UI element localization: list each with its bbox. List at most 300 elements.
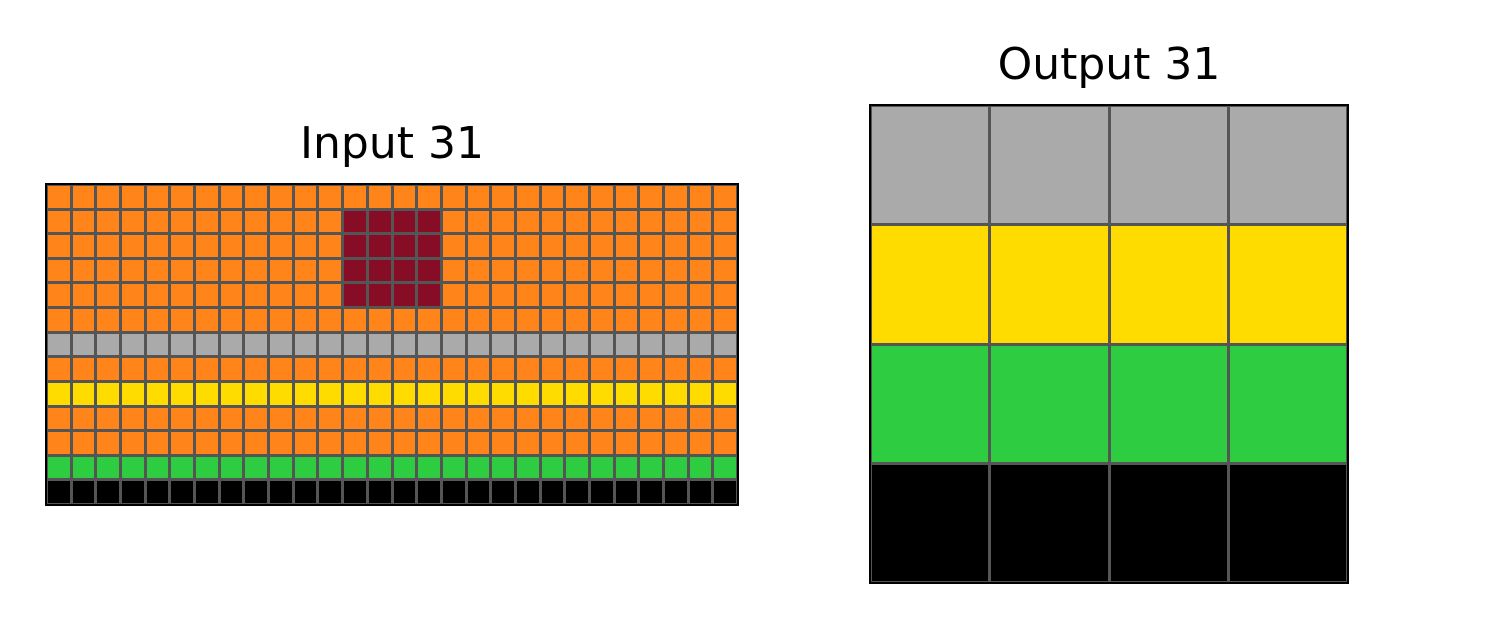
input-cell-4-13: [369, 284, 391, 306]
input-cell-5-9: [270, 309, 292, 331]
input-cell-10-3: [122, 432, 144, 454]
input-cell-4-1: [73, 284, 95, 306]
input-cell-3-15: [418, 260, 440, 282]
input-cell-6-22: [591, 334, 613, 356]
input-cell-2-10: [295, 235, 317, 257]
input-cell-5-17: [468, 309, 490, 331]
input-cell-7-5: [171, 358, 193, 380]
input-cell-12-2: [97, 481, 119, 503]
input-cell-9-14: [394, 408, 416, 430]
input-cell-1-1: [73, 211, 95, 233]
input-cell-10-12: [344, 432, 366, 454]
input-cell-4-3: [122, 284, 144, 306]
input-cell-3-12: [344, 260, 366, 282]
input-cell-0-22: [591, 186, 613, 208]
input-cell-10-21: [566, 432, 588, 454]
input-cell-4-27: [714, 284, 736, 306]
input-cell-1-14: [394, 211, 416, 233]
output-cell-0-3: [1230, 107, 1346, 223]
output-cell-3-1: [991, 465, 1107, 581]
input-cell-0-17: [468, 186, 490, 208]
input-cell-5-2: [97, 309, 119, 331]
input-cell-9-12: [344, 408, 366, 430]
input-cell-5-16: [443, 309, 465, 331]
input-cell-4-21: [566, 284, 588, 306]
input-cell-11-0: [48, 457, 70, 479]
input-cell-10-18: [492, 432, 514, 454]
input-cell-6-10: [295, 334, 317, 356]
input-cell-3-4: [147, 260, 169, 282]
input-cell-6-11: [319, 334, 341, 356]
input-cell-6-13: [369, 334, 391, 356]
input-cell-2-15: [418, 235, 440, 257]
input-cell-9-23: [616, 408, 638, 430]
input-cell-3-17: [468, 260, 490, 282]
input-cell-1-18: [492, 211, 514, 233]
input-cell-7-13: [369, 358, 391, 380]
input-cell-5-15: [418, 309, 440, 331]
output-cell-3-0: [872, 465, 988, 581]
input-cell-9-5: [171, 408, 193, 430]
input-cell-2-16: [443, 235, 465, 257]
input-cell-11-8: [245, 457, 267, 479]
input-cell-9-6: [196, 408, 218, 430]
input-cell-1-12: [344, 211, 366, 233]
input-cell-4-9: [270, 284, 292, 306]
input-cell-3-9: [270, 260, 292, 282]
input-cell-11-6: [196, 457, 218, 479]
input-cell-5-3: [122, 309, 144, 331]
input-cell-5-12: [344, 309, 366, 331]
input-cell-9-13: [369, 408, 391, 430]
input-cell-10-16: [443, 432, 465, 454]
output-cell-1-0: [872, 226, 988, 342]
input-cell-12-7: [221, 481, 243, 503]
input-cell-8-23: [616, 383, 638, 405]
input-cell-7-4: [147, 358, 169, 380]
input-cell-3-27: [714, 260, 736, 282]
input-cell-10-10: [295, 432, 317, 454]
input-cell-11-11: [319, 457, 341, 479]
input-cell-12-18: [492, 481, 514, 503]
input-cell-12-25: [665, 481, 687, 503]
input-cell-3-21: [566, 260, 588, 282]
input-cell-4-11: [319, 284, 341, 306]
input-cell-11-20: [542, 457, 564, 479]
input-cell-0-11: [319, 186, 341, 208]
input-title: Input 31: [300, 118, 484, 169]
input-cell-1-3: [122, 211, 144, 233]
input-cell-11-5: [171, 457, 193, 479]
input-cell-10-17: [468, 432, 490, 454]
input-cell-4-20: [542, 284, 564, 306]
input-cell-10-11: [319, 432, 341, 454]
input-cell-9-26: [690, 408, 712, 430]
input-cell-4-6: [196, 284, 218, 306]
input-cell-9-19: [517, 408, 539, 430]
input-cell-3-25: [665, 260, 687, 282]
input-cell-2-5: [171, 235, 193, 257]
input-cell-7-8: [245, 358, 267, 380]
input-cell-7-24: [640, 358, 662, 380]
input-cell-0-14: [394, 186, 416, 208]
input-cell-9-18: [492, 408, 514, 430]
input-cell-0-5: [171, 186, 193, 208]
input-cell-2-11: [319, 235, 341, 257]
input-cell-2-22: [591, 235, 613, 257]
input-cell-9-20: [542, 408, 564, 430]
input-cell-0-21: [566, 186, 588, 208]
input-cell-4-2: [97, 284, 119, 306]
input-cell-2-6: [196, 235, 218, 257]
input-cell-8-2: [97, 383, 119, 405]
input-cell-11-10: [295, 457, 317, 479]
input-cell-5-21: [566, 309, 588, 331]
input-cell-1-17: [468, 211, 490, 233]
input-cell-5-1: [73, 309, 95, 331]
input-cell-0-0: [48, 186, 70, 208]
input-cell-2-8: [245, 235, 267, 257]
input-cell-0-23: [616, 186, 638, 208]
input-cell-10-24: [640, 432, 662, 454]
input-cell-12-8: [245, 481, 267, 503]
input-cell-0-13: [369, 186, 391, 208]
input-cell-12-11: [319, 481, 341, 503]
input-cell-10-2: [97, 432, 119, 454]
input-cell-6-14: [394, 334, 416, 356]
input-cell-7-3: [122, 358, 144, 380]
input-cell-10-23: [616, 432, 638, 454]
input-cell-2-0: [48, 235, 70, 257]
input-cell-3-7: [221, 260, 243, 282]
input-cell-8-21: [566, 383, 588, 405]
input-cell-11-17: [468, 457, 490, 479]
input-cell-12-9: [270, 481, 292, 503]
input-cell-1-0: [48, 211, 70, 233]
input-cell-0-24: [640, 186, 662, 208]
input-cell-11-14: [394, 457, 416, 479]
input-cell-2-12: [344, 235, 366, 257]
input-cell-1-5: [171, 211, 193, 233]
input-cell-6-5: [171, 334, 193, 356]
input-cell-1-6: [196, 211, 218, 233]
input-cell-3-11: [319, 260, 341, 282]
input-cell-2-2: [97, 235, 119, 257]
input-cell-1-4: [147, 211, 169, 233]
input-cell-3-5: [171, 260, 193, 282]
input-cell-1-26: [690, 211, 712, 233]
output-cell-2-2: [1111, 346, 1227, 462]
input-cell-10-15: [418, 432, 440, 454]
input-cell-5-24: [640, 309, 662, 331]
input-cell-12-19: [517, 481, 539, 503]
input-cell-4-12: [344, 284, 366, 306]
input-cell-11-26: [690, 457, 712, 479]
input-cell-5-27: [714, 309, 736, 331]
input-cell-6-15: [418, 334, 440, 356]
input-cell-2-18: [492, 235, 514, 257]
input-cell-4-24: [640, 284, 662, 306]
input-cell-7-27: [714, 358, 736, 380]
input-cell-2-19: [517, 235, 539, 257]
input-cell-12-4: [147, 481, 169, 503]
input-cell-8-13: [369, 383, 391, 405]
input-cell-1-21: [566, 211, 588, 233]
input-cell-6-19: [517, 334, 539, 356]
input-cell-2-7: [221, 235, 243, 257]
input-cell-10-22: [591, 432, 613, 454]
input-cell-6-7: [221, 334, 243, 356]
input-cell-12-13: [369, 481, 391, 503]
output-title: Output 31: [997, 39, 1221, 90]
input-cell-8-7: [221, 383, 243, 405]
input-cell-7-16: [443, 358, 465, 380]
input-cell-12-16: [443, 481, 465, 503]
input-cell-9-11: [319, 408, 341, 430]
input-cell-11-23: [616, 457, 638, 479]
input-cell-6-8: [245, 334, 267, 356]
input-cell-3-6: [196, 260, 218, 282]
input-cell-1-7: [221, 211, 243, 233]
input-cell-6-18: [492, 334, 514, 356]
input-cell-10-8: [245, 432, 267, 454]
input-cell-0-18: [492, 186, 514, 208]
input-cell-2-3: [122, 235, 144, 257]
input-cell-4-19: [517, 284, 539, 306]
input-cell-4-8: [245, 284, 267, 306]
input-cell-6-20: [542, 334, 564, 356]
input-cell-12-21: [566, 481, 588, 503]
input-cell-3-3: [122, 260, 144, 282]
input-cell-8-15: [418, 383, 440, 405]
input-cell-8-26: [690, 383, 712, 405]
input-cell-10-27: [714, 432, 736, 454]
input-cell-7-2: [97, 358, 119, 380]
input-cell-9-3: [122, 408, 144, 430]
input-cell-8-19: [517, 383, 539, 405]
input-cell-7-7: [221, 358, 243, 380]
input-cell-10-0: [48, 432, 70, 454]
input-cell-4-16: [443, 284, 465, 306]
input-cell-12-15: [418, 481, 440, 503]
input-cell-7-23: [616, 358, 638, 380]
input-cell-2-14: [394, 235, 416, 257]
input-cell-9-22: [591, 408, 613, 430]
input-cell-11-15: [418, 457, 440, 479]
input-cell-4-25: [665, 284, 687, 306]
input-cell-7-22: [591, 358, 613, 380]
input-cell-11-13: [369, 457, 391, 479]
input-cell-0-12: [344, 186, 366, 208]
input-cell-7-10: [295, 358, 317, 380]
input-cell-7-19: [517, 358, 539, 380]
input-cell-12-1: [73, 481, 95, 503]
input-cell-11-16: [443, 457, 465, 479]
output-cell-0-1: [991, 107, 1107, 223]
input-cell-3-22: [591, 260, 613, 282]
input-cell-5-7: [221, 309, 243, 331]
input-cell-0-6: [196, 186, 218, 208]
input-grid: [45, 183, 739, 506]
input-cell-7-21: [566, 358, 588, 380]
input-cell-4-18: [492, 284, 514, 306]
input-cell-12-12: [344, 481, 366, 503]
input-cell-12-10: [295, 481, 317, 503]
input-cell-12-5: [171, 481, 193, 503]
input-cell-6-23: [616, 334, 638, 356]
input-cell-11-22: [591, 457, 613, 479]
input-cell-0-26: [690, 186, 712, 208]
input-cell-0-20: [542, 186, 564, 208]
input-cell-5-23: [616, 309, 638, 331]
input-cell-5-5: [171, 309, 193, 331]
input-cell-8-4: [147, 383, 169, 405]
output-grid: [869, 104, 1349, 584]
input-cell-1-25: [665, 211, 687, 233]
input-cell-6-4: [147, 334, 169, 356]
input-cell-0-27: [714, 186, 736, 208]
input-cell-4-14: [394, 284, 416, 306]
input-cell-6-6: [196, 334, 218, 356]
input-cell-8-17: [468, 383, 490, 405]
output-cell-2-3: [1230, 346, 1346, 462]
input-cell-11-24: [640, 457, 662, 479]
input-cell-6-1: [73, 334, 95, 356]
input-cell-2-13: [369, 235, 391, 257]
input-cell-1-23: [616, 211, 638, 233]
input-cell-11-7: [221, 457, 243, 479]
input-cell-4-17: [468, 284, 490, 306]
input-cell-8-16: [443, 383, 465, 405]
input-cell-0-25: [665, 186, 687, 208]
output-cell-1-3: [1230, 226, 1346, 342]
input-cell-9-9: [270, 408, 292, 430]
input-cell-2-24: [640, 235, 662, 257]
input-cell-10-13: [369, 432, 391, 454]
input-cell-3-1: [73, 260, 95, 282]
input-cell-9-15: [418, 408, 440, 430]
input-cell-0-2: [97, 186, 119, 208]
input-cell-12-3: [122, 481, 144, 503]
input-cell-8-8: [245, 383, 267, 405]
input-cell-12-0: [48, 481, 70, 503]
input-cell-1-15: [418, 211, 440, 233]
input-cell-9-10: [295, 408, 317, 430]
input-cell-12-26: [690, 481, 712, 503]
input-cell-11-3: [122, 457, 144, 479]
input-cell-9-0: [48, 408, 70, 430]
output-cell-1-2: [1111, 226, 1227, 342]
input-cell-7-17: [468, 358, 490, 380]
input-cell-11-12: [344, 457, 366, 479]
input-cell-4-15: [418, 284, 440, 306]
input-cell-1-20: [542, 211, 564, 233]
input-cell-12-20: [542, 481, 564, 503]
input-cell-10-6: [196, 432, 218, 454]
input-cell-3-18: [492, 260, 514, 282]
input-cell-6-21: [566, 334, 588, 356]
input-cell-5-22: [591, 309, 613, 331]
input-cell-10-14: [394, 432, 416, 454]
input-cell-4-22: [591, 284, 613, 306]
input-cell-3-2: [97, 260, 119, 282]
input-cell-3-14: [394, 260, 416, 282]
input-cell-6-12: [344, 334, 366, 356]
input-cell-10-26: [690, 432, 712, 454]
input-cell-5-19: [517, 309, 539, 331]
input-cell-0-1: [73, 186, 95, 208]
input-cell-5-25: [665, 309, 687, 331]
input-cell-6-2: [97, 334, 119, 356]
output-cell-2-1: [991, 346, 1107, 462]
input-cell-0-15: [418, 186, 440, 208]
input-cell-5-13: [369, 309, 391, 331]
input-cell-1-19: [517, 211, 539, 233]
input-cell-0-10: [295, 186, 317, 208]
input-cell-10-19: [517, 432, 539, 454]
input-cell-0-7: [221, 186, 243, 208]
input-cell-10-1: [73, 432, 95, 454]
input-cell-0-4: [147, 186, 169, 208]
input-cell-8-18: [492, 383, 514, 405]
input-cell-5-18: [492, 309, 514, 331]
input-cell-11-9: [270, 457, 292, 479]
input-cell-3-20: [542, 260, 564, 282]
input-cell-3-19: [517, 260, 539, 282]
input-cell-1-9: [270, 211, 292, 233]
input-cell-12-14: [394, 481, 416, 503]
input-cell-6-25: [665, 334, 687, 356]
input-cell-7-26: [690, 358, 712, 380]
input-cell-7-0: [48, 358, 70, 380]
input-cell-0-16: [443, 186, 465, 208]
input-cell-3-16: [443, 260, 465, 282]
input-cell-3-24: [640, 260, 662, 282]
input-cell-4-7: [221, 284, 243, 306]
input-cell-9-8: [245, 408, 267, 430]
input-cell-7-1: [73, 358, 95, 380]
input-cell-11-27: [714, 457, 736, 479]
output-cell-3-3: [1230, 465, 1346, 581]
input-cell-0-19: [517, 186, 539, 208]
input-cell-2-25: [665, 235, 687, 257]
input-cell-3-8: [245, 260, 267, 282]
input-cell-0-3: [122, 186, 144, 208]
input-cell-10-20: [542, 432, 564, 454]
input-cell-10-25: [665, 432, 687, 454]
input-cell-8-9: [270, 383, 292, 405]
input-cell-3-23: [616, 260, 638, 282]
input-cell-0-9: [270, 186, 292, 208]
input-cell-12-27: [714, 481, 736, 503]
input-cell-8-3: [122, 383, 144, 405]
input-cell-9-1: [73, 408, 95, 430]
input-cell-2-9: [270, 235, 292, 257]
input-cell-7-9: [270, 358, 292, 380]
input-cell-5-6: [196, 309, 218, 331]
input-cell-12-22: [591, 481, 613, 503]
input-cell-2-20: [542, 235, 564, 257]
input-cell-11-18: [492, 457, 514, 479]
output-cell-2-0: [872, 346, 988, 462]
input-cell-3-13: [369, 260, 391, 282]
input-cell-7-14: [394, 358, 416, 380]
input-cell-5-0: [48, 309, 70, 331]
input-cell-1-13: [369, 211, 391, 233]
input-cell-7-20: [542, 358, 564, 380]
input-cell-7-18: [492, 358, 514, 380]
input-cell-0-8: [245, 186, 267, 208]
